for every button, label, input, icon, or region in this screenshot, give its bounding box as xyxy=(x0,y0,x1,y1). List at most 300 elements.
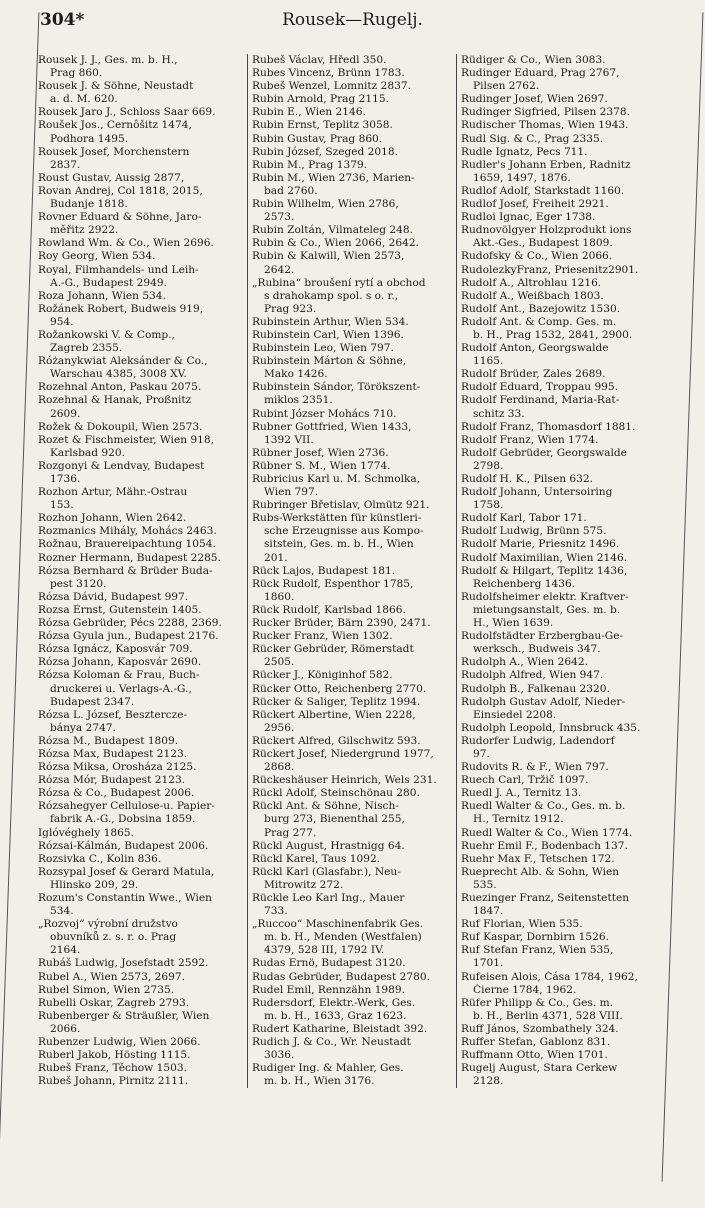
entry-continuation-line: 1701. xyxy=(473,957,504,970)
directory-entry xyxy=(38,604,243,617)
entry-line: Rubin Arnold, Prag 2115. xyxy=(252,93,389,106)
entry-line: Ruezinger Franz, Seitenstetten xyxy=(461,892,630,904)
entry-line: Rudolf Maximilian, Wien 2146. xyxy=(461,551,628,564)
directory-entry xyxy=(461,591,661,630)
entry-line: „Rozvoj“ výrobní družstvo xyxy=(38,918,178,931)
directory-entry xyxy=(38,709,243,735)
directory-entry xyxy=(252,617,452,630)
entry-line: Rózsa & Co., Budapest 2006. xyxy=(38,787,195,800)
entry-line: Ruffmann Otto, Wien 1701. xyxy=(461,1049,608,1062)
entry-line: Rudorfer Ludwig, Ladendorf xyxy=(461,734,615,747)
directory-entry xyxy=(38,54,243,80)
entry-line: Rubel A., Wien 2573, 2697. xyxy=(38,970,185,983)
entry-continuation-line: Prag 860. xyxy=(50,67,103,80)
directory-entry xyxy=(252,892,452,918)
directory-entry xyxy=(461,159,661,185)
directory-entry xyxy=(252,683,452,696)
directory-entry xyxy=(38,264,243,290)
directory-entry xyxy=(461,146,661,159)
directory-entry xyxy=(38,421,243,434)
directory-entry xyxy=(252,80,452,93)
directory-entry xyxy=(252,643,452,669)
entry-line: Rubenberger & Sträußler, Wien xyxy=(38,1009,210,1022)
entry-line: Rückert Albertine, Wien 2228, xyxy=(252,708,416,721)
entry-line: Rudolf Brüder, Zales 2689. xyxy=(461,368,606,381)
entry-line: Rózsa Johann, Kaposvár 2690. xyxy=(38,656,202,669)
directory-entry xyxy=(38,303,243,329)
directory-entry xyxy=(38,185,243,211)
directory-entry xyxy=(38,735,243,748)
entry-line: Rousek Josef, Morchenstern xyxy=(38,145,190,158)
entry-line: Rudolf Gebrüder, Georgswalde xyxy=(461,446,627,459)
directory-entry xyxy=(38,512,243,525)
directory-entry xyxy=(38,552,243,565)
entry-line: Royal, Filmhandels- und Leih- xyxy=(38,263,199,276)
entry-line: Rudnovölgyer Holzprodukt ions xyxy=(461,224,632,237)
directory-entry xyxy=(38,237,243,250)
column-1 xyxy=(38,54,247,1088)
entry-line: RudolezkyFranz, Priesenitz2901. xyxy=(461,263,639,276)
entry-line: Rozehnal Anton, Paskau 2075. xyxy=(38,381,202,394)
directory-entry xyxy=(461,892,661,918)
directory-entry xyxy=(38,119,243,145)
entry-continuation-line: Akt.-Ges., Budapest 1809. xyxy=(473,237,613,250)
entry-continuation-line: burg 273, Bienenthal 255, xyxy=(264,813,405,826)
entry-line: Rudinger Eduard, Prag 2767, xyxy=(461,67,620,80)
directory-entry xyxy=(252,146,452,159)
entry-line: Rózsa Max, Budapest 2123. xyxy=(38,747,188,760)
entry-line: Rubin & Kalwill, Wien 2573, xyxy=(252,250,405,263)
directory-entry xyxy=(38,106,243,119)
directory-entry xyxy=(252,133,452,146)
directory-entry xyxy=(38,591,243,604)
entry-line: Rudolf Eduard, Troppau 995. xyxy=(461,381,619,394)
entry-line: Rücker & Saliger, Teplitz 1994. xyxy=(252,695,421,708)
entry-line: Rudolfsheimer elektr. Kraftver- xyxy=(461,590,629,603)
directory-entry xyxy=(461,1023,661,1036)
directory-entry xyxy=(252,1062,452,1088)
entry-line: Rubs-Werkstätten für künstleri- xyxy=(252,512,422,525)
entry-continuation-line: 534. xyxy=(50,905,74,918)
directory-entry xyxy=(252,473,452,499)
directory-entry xyxy=(38,800,243,826)
directory-entry xyxy=(461,67,661,93)
directory-entry xyxy=(252,421,452,447)
entry-line: Rückl Ant. & Söhne, Nisch- xyxy=(252,800,399,813)
directory-entry xyxy=(252,93,452,106)
directory-entry xyxy=(38,643,243,656)
directory-entry xyxy=(252,918,452,957)
entry-line: Rózsa Gebrüder, Pécs 2288, 2369. xyxy=(38,617,222,630)
entry-line: Rück Rudolf, Karlsbad 1866. xyxy=(252,603,406,616)
entry-continuation-line: Hlinsko 209, 29. xyxy=(50,878,139,891)
entry-line: Rubeš Johann, Pirnitz 2111. xyxy=(38,1075,189,1088)
entry-continuation-line: Budanje 1818. xyxy=(50,198,128,211)
directory-entry xyxy=(252,499,452,512)
entry-line: Rückl Karel, Taus 1092. xyxy=(252,852,381,865)
directory-entry xyxy=(38,565,243,591)
entry-line: Rózsa Koloman & Frau, Buch- xyxy=(38,669,200,682)
entry-line: Rudolph Alfred, Wien 947. xyxy=(461,669,604,682)
entry-line: Rudolf Franz, Thomasdorf 1881. xyxy=(461,420,636,433)
directory-entry xyxy=(461,1049,661,1062)
directory-entry xyxy=(252,984,452,997)
entry-continuation-line: Mako 1426. xyxy=(264,368,328,381)
entry-continuation-line: 201. xyxy=(264,551,288,564)
directory-entry xyxy=(38,486,243,512)
directory-entry xyxy=(461,185,661,198)
directory-entry xyxy=(252,957,452,970)
entry-continuation-line: miklos 2351. xyxy=(264,394,333,407)
entry-line: Rudl Sig. & C., Prag 2335. xyxy=(461,132,604,145)
entry-line: Rozsivka C., Kolin 836. xyxy=(38,852,162,865)
entry-continuation-line: A.-G., Budapest 2949. xyxy=(50,276,167,289)
entry-line: Rubin E., Wien 2146. xyxy=(252,106,366,119)
directory-entry xyxy=(461,447,661,473)
entry-line: Rubringer Břetislav, Olmütz 921. xyxy=(252,499,430,512)
entry-continuation-line: Reichenberg 1436. xyxy=(473,577,576,590)
directory-entry xyxy=(252,277,452,316)
directory-entry xyxy=(461,93,661,106)
directory-entry xyxy=(252,696,452,709)
directory-entry xyxy=(252,250,452,276)
entry-line: Rucker Franz, Wien 1302. xyxy=(252,630,393,643)
directory-entry xyxy=(38,172,243,185)
directory-entry xyxy=(252,866,452,892)
directory-entry xyxy=(461,761,661,774)
entry-line: Rubner Gottfried, Wien 1433, xyxy=(252,420,412,433)
entry-continuation-line: 1758. xyxy=(473,499,504,512)
entry-line: Rubáš Ludwig, Josefstadt 2592. xyxy=(38,957,209,970)
directory-entry xyxy=(38,669,243,708)
entry-line: Rozgonyi & Lendvay, Budapest xyxy=(38,459,205,472)
entry-line: Rudel Emil, Rennzähn 1989. xyxy=(252,983,406,996)
directory-entry xyxy=(461,1062,661,1088)
entry-line: Rudloi Ignac, Eger 1738. xyxy=(461,211,596,224)
entry-continuation-line: bad 2760. xyxy=(264,184,318,197)
entry-line: Rózsa L. József, Beszterczе- xyxy=(38,708,188,721)
entry-line: Ruehr Emil F., Bodenbach 137. xyxy=(461,839,628,852)
entry-line: Rudolf A., Altrohlau 1216. xyxy=(461,276,602,289)
entry-continuation-line: 535. xyxy=(473,878,497,891)
entry-line: Rudolf Anton, Georgswalde xyxy=(461,342,609,355)
entry-continuation-line: H., Ternitz 1912. xyxy=(473,813,564,826)
directory-entry xyxy=(252,800,452,839)
entry-continuation-line: 2642. xyxy=(264,263,295,276)
directory-entry xyxy=(461,853,661,866)
entry-continuation-line: 1847. xyxy=(473,905,504,918)
entry-continuation-line: H., Wien 1639. xyxy=(473,617,554,630)
directory-entry xyxy=(252,342,452,355)
directory-entry xyxy=(38,80,243,106)
entry-continuation-line: Prag 923. xyxy=(264,302,317,315)
entry-line: Rózsa Dávid, Budapest 997. xyxy=(38,590,189,603)
directory-entry xyxy=(252,853,452,866)
entry-continuation-line: sitstein, Ges. m. b. H., Wien xyxy=(264,538,414,551)
directory-entry xyxy=(461,368,661,381)
entry-line: Rožek & Dokoupil, Wien 2573. xyxy=(38,420,203,433)
entry-line: Rücker Gebrüder, Römerstadt xyxy=(252,643,414,656)
entry-line: Rubin Gustav, Prag 860. xyxy=(252,132,383,145)
entry-line: Rubeš Wenzel, Lomnitz 2837. xyxy=(252,80,411,93)
entry-continuation-line: 1860. xyxy=(264,590,295,603)
entry-line: Rudler's Johann Erben, Radnitz xyxy=(461,158,631,171)
directory-entry xyxy=(461,434,661,447)
directory-entry xyxy=(461,525,661,538)
entry-line: Rücker J., Königinhof 582. xyxy=(252,669,393,682)
entry-continuation-line: 1165. xyxy=(473,355,504,368)
entry-line: Rückle Leo Karl Ing., Mauer xyxy=(252,892,405,904)
directory-entry xyxy=(461,250,661,263)
entry-line: Rubel Simon, Wien 2735. xyxy=(38,983,175,996)
directory-entry xyxy=(461,106,661,119)
entry-line: „Ruccoo“ Maschinenfabrik Ges. xyxy=(252,918,424,931)
entry-line: Rózsa Ignácz, Kaposvár 709. xyxy=(38,643,193,656)
entry-line: Rousek J. & Söhne, Neustadt xyxy=(38,80,194,93)
directory-entry xyxy=(38,984,243,997)
directory-entry xyxy=(38,892,243,918)
directory-entry xyxy=(252,512,452,564)
directory-entry xyxy=(38,761,243,774)
directory-entry xyxy=(38,355,243,381)
directory-entry xyxy=(461,735,661,761)
directory-entry xyxy=(252,408,452,421)
entry-continuation-line: mietungsanstalt, Ges. m. b. xyxy=(473,603,621,616)
entry-line: Roza Johann, Wien 534. xyxy=(38,289,166,302)
directory-entry xyxy=(461,1036,661,1049)
directory-entry xyxy=(461,342,661,368)
entry-continuation-line: měřitz 2922. xyxy=(50,224,119,237)
entry-line: Rückl August, Hrastnigg 64. xyxy=(252,839,405,852)
directory-entry xyxy=(252,774,452,787)
directory-entry xyxy=(252,1023,452,1036)
entry-line: Rudolf Ludwig, Brünn 575. xyxy=(461,525,607,538)
entry-continuation-line: sche Erzeugnisse aus Kompo- xyxy=(264,525,424,538)
directory-entry xyxy=(38,434,243,460)
entry-continuation-line: 4379, 528 III, 1792 IV. xyxy=(264,944,385,957)
entry-line: Rufeisen Alois, Čása 1784, 1962, xyxy=(461,970,638,983)
entry-line: Rudolf Ant. & Comp. Ges. m. xyxy=(461,315,617,328)
entry-line: Rubin Zoltán, Vilmateleg 248. xyxy=(252,224,413,237)
directory-entry xyxy=(461,669,661,682)
entry-line: Rozet & Fischmeister, Wien 918, xyxy=(38,433,214,446)
directory-entry xyxy=(38,997,243,1010)
directory-entry xyxy=(252,106,452,119)
entry-continuation-line: Pilsen 2762. xyxy=(473,80,540,93)
entry-continuation-line: 2868. xyxy=(264,761,295,774)
entry-continuation-line: 2505. xyxy=(264,656,295,669)
directory-entry xyxy=(252,460,452,473)
entry-line: Rücker Otto, Reichenberg 2770. xyxy=(252,682,427,695)
entry-line: Rudle Ignatz, Pecs 711. xyxy=(461,145,588,158)
directory-entry xyxy=(461,486,661,512)
directory-entry xyxy=(252,381,452,407)
directory-entry xyxy=(461,211,661,224)
directory-entry xyxy=(461,656,661,669)
entry-continuation-line: 733. xyxy=(264,905,288,918)
directory-entry xyxy=(461,290,661,303)
entry-line: Rubes Vincenz, Brünn 1783. xyxy=(252,67,405,80)
directory-entry xyxy=(38,329,243,355)
entry-line: Rózsa Bernhard & Brüder Buda- xyxy=(38,564,213,577)
entry-line: Ruf Florian, Wien 535. xyxy=(461,918,583,931)
entry-continuation-line: 3036. xyxy=(264,1049,295,1062)
entry-line: Rudas Ernö, Budapest 3120. xyxy=(252,957,406,970)
entry-line: Ruech Carl, Tržič 1097. xyxy=(461,774,589,787)
entry-line: Rudiger Ing. & Mahler, Ges. xyxy=(252,1062,404,1075)
entry-continuation-line: Mitrowitz 272. xyxy=(264,878,344,891)
directory-entry xyxy=(461,316,661,342)
entry-line: Rubelli Oskar, Zagreb 2793. xyxy=(38,996,190,1009)
entry-continuation-line: Karlsbad 920. xyxy=(50,446,125,459)
entry-line: Ruedl Walter & Co., Wien 1774. xyxy=(461,826,633,839)
directory-entry xyxy=(461,696,661,722)
entry-line: Rózsai-Kálmán, Budapest 2006. xyxy=(38,839,209,852)
directory-entry xyxy=(38,394,243,420)
entry-line: Rubricius Karl u. M. Schmolka, xyxy=(252,473,421,485)
directory-entry xyxy=(252,159,452,172)
directory-entry xyxy=(461,918,661,931)
entry-line: Rožankowski V. & Comp., xyxy=(38,328,175,341)
directory-entry xyxy=(38,1062,243,1075)
entry-line: Rudich J. & Co., Wr. Neustadt xyxy=(252,1036,411,1049)
directory-entry xyxy=(38,1049,243,1062)
entry-line: Rózsa Gyula jun., Budapest 2176. xyxy=(38,630,219,643)
directory-entry xyxy=(461,198,661,211)
directory-entry xyxy=(38,211,243,237)
entry-line: Rozner Hermann, Budapest 2285. xyxy=(38,551,221,564)
entry-line: Rudolph Gustav Adolf, Nieder- xyxy=(461,695,626,708)
directory-entry xyxy=(461,827,661,840)
directory-entry xyxy=(461,840,661,853)
entry-line: Rubeš Václav, Hředl 350. xyxy=(252,54,387,66)
entry-line: Rowland Wm. & Co., Wien 2696. xyxy=(38,237,214,250)
directory-entry xyxy=(252,709,452,735)
entry-line: Ruffer Stefan, Gablonz 831. xyxy=(461,1036,611,1049)
entry-line: Rubinstein Carl, Wien 1396. xyxy=(252,328,404,341)
entry-line: Rübner Josef, Wien 2736. xyxy=(252,446,389,459)
entry-line: Rückeshäuser Heinrich, Wels 231. xyxy=(252,774,437,787)
directory-entry xyxy=(38,827,243,840)
directory-entry xyxy=(38,957,243,970)
entry-line: Rübner S. M., Wien 1774. xyxy=(252,459,391,472)
entry-continuation-line: 954. xyxy=(50,315,74,328)
directory-entry xyxy=(38,787,243,800)
entry-continuation-line: druckerei u. Verlags-A.-G., xyxy=(50,682,192,695)
entry-continuation-line: b. H., Berlin 4371, 528 VIII. xyxy=(473,1009,623,1022)
entry-line: Rubin & Co., Wien 2066, 2642. xyxy=(252,237,419,250)
entry-line: Rovan Andrej, Col 1818, 2015, xyxy=(38,184,203,197)
directory-entry xyxy=(252,1036,452,1062)
directory-entry xyxy=(38,656,243,669)
entry-continuation-line: s drahokamp spol. s o. r., xyxy=(264,289,399,302)
entry-line: Rugelj August, Stara Cerkew xyxy=(461,1062,618,1075)
entry-line: Rozmanics Mihály, Mohács 2463. xyxy=(38,525,217,538)
directory-entry xyxy=(461,565,661,591)
directory-entry xyxy=(461,54,661,67)
entry-line: Rudolf A., Weißbach 1803. xyxy=(461,289,604,302)
entry-line: Rüfer Philipp & Co., Ges. m. xyxy=(461,996,613,1009)
entry-line: Rudolf Johann, Untersoiring xyxy=(461,486,613,499)
directory-entry xyxy=(252,604,452,617)
entry-continuation-line: pest 3120. xyxy=(50,577,107,590)
directory-entry xyxy=(38,525,243,538)
entry-continuation-line: 153. xyxy=(50,499,74,512)
entry-line: Roy Georg, Wien 534. xyxy=(38,250,156,263)
directory-entry xyxy=(461,683,661,696)
directory-entry xyxy=(252,971,452,984)
entry-line: Rudert Katharine, Bleistadt 392. xyxy=(252,1022,428,1035)
entry-line: Rucker Brüder, Bärn 2390, 2471. xyxy=(252,617,431,630)
entry-continuation-line: fabrik A.-G., Dobsina 1859. xyxy=(50,813,196,826)
entry-line: Rueprecht Alb. & Sohn, Wien xyxy=(461,865,620,878)
entry-line: Rudolf Franz, Wien 1774. xyxy=(461,433,599,446)
entry-line: Roušek Jos., Cernôšitz 1474, xyxy=(38,119,192,132)
entry-continuation-line: 2066. xyxy=(50,1022,81,1035)
directory-entry xyxy=(461,303,661,316)
entry-continuation-line: a. d. M. 620. xyxy=(50,93,118,106)
directory-entry xyxy=(38,538,243,551)
directory-entry xyxy=(252,355,452,381)
entry-line: Rubinstein Sándor, Törökszent- xyxy=(252,381,421,394)
entry-line: Rückert Josef, Niedergrund 1977, xyxy=(252,747,434,760)
directory-entry xyxy=(252,578,452,604)
entry-line: Rousek Jaro J., Schloss Saar 669. xyxy=(38,106,216,119)
directory-entry xyxy=(461,224,661,250)
entry-line: Rückert Alfred, Gilschwitz 593. xyxy=(252,734,421,747)
directory-entry xyxy=(38,630,243,643)
entry-continuation-line: m. b. H., 1633, Graz 1623. xyxy=(264,1009,407,1022)
directory-entry xyxy=(461,394,661,420)
directory-entry xyxy=(38,840,243,853)
directory-entry xyxy=(252,447,452,460)
directory-entry xyxy=(461,421,661,434)
directory-entry xyxy=(252,565,452,578)
entry-line: Rudolph B., Falkenau 2320. xyxy=(461,682,610,695)
entry-line: Rozhon Artur, Mähr.-Ostrau xyxy=(38,486,188,499)
entry-continuation-line: schitz 33. xyxy=(473,407,525,420)
entry-continuation-line: 2573. xyxy=(264,211,295,224)
page-title: Rousek—Rugelj. xyxy=(282,10,423,30)
directory-entry xyxy=(461,473,661,486)
directory-entry xyxy=(461,722,661,735)
entry-line: Rudolf H. K., Pilsen 632. xyxy=(461,473,594,485)
entry-line: Rubin M., Prag 1379. xyxy=(252,158,368,171)
directory-entry xyxy=(461,971,661,997)
directory-entry xyxy=(461,866,661,892)
entry-line: Rudas Gebrüder, Budapest 2780. xyxy=(252,970,430,983)
directory-entry xyxy=(252,630,452,643)
directory-entry xyxy=(461,997,661,1023)
entry-line: Rozhon Johann, Wien 2642. xyxy=(38,512,187,525)
directory-entry xyxy=(38,146,243,172)
entry-line: Rudischer Thomas, Wien 1943. xyxy=(461,119,629,132)
directory-entry xyxy=(38,1036,243,1049)
directory-entry xyxy=(252,67,452,80)
entry-line: Rudolf Marie, Priesnitz 1496. xyxy=(461,538,620,551)
entry-continuation-line: Budapest 2347. xyxy=(50,695,135,708)
entry-line: Rudolf Ant., Bazejowitz 1530. xyxy=(461,302,621,315)
entry-line: Rozsypal Josef & Gerard Matula, xyxy=(38,865,215,878)
entry-line: Rózsahegyer Cellulose-u. Papier- xyxy=(38,800,215,813)
entry-line: Różanykwiat Aleksánder & Co., xyxy=(38,355,208,368)
entry-line: Rubint Józser Mohács 710. xyxy=(252,407,397,420)
entry-line: Rovner Eduard & Söhne, Jaro- xyxy=(38,211,202,224)
entry-continuation-line: 1392 VII. xyxy=(264,433,314,446)
directory-entry xyxy=(461,381,661,394)
directory-entry xyxy=(38,381,243,394)
entry-line: Ruedl Walter & Co., Ges. m. b. xyxy=(461,800,626,813)
